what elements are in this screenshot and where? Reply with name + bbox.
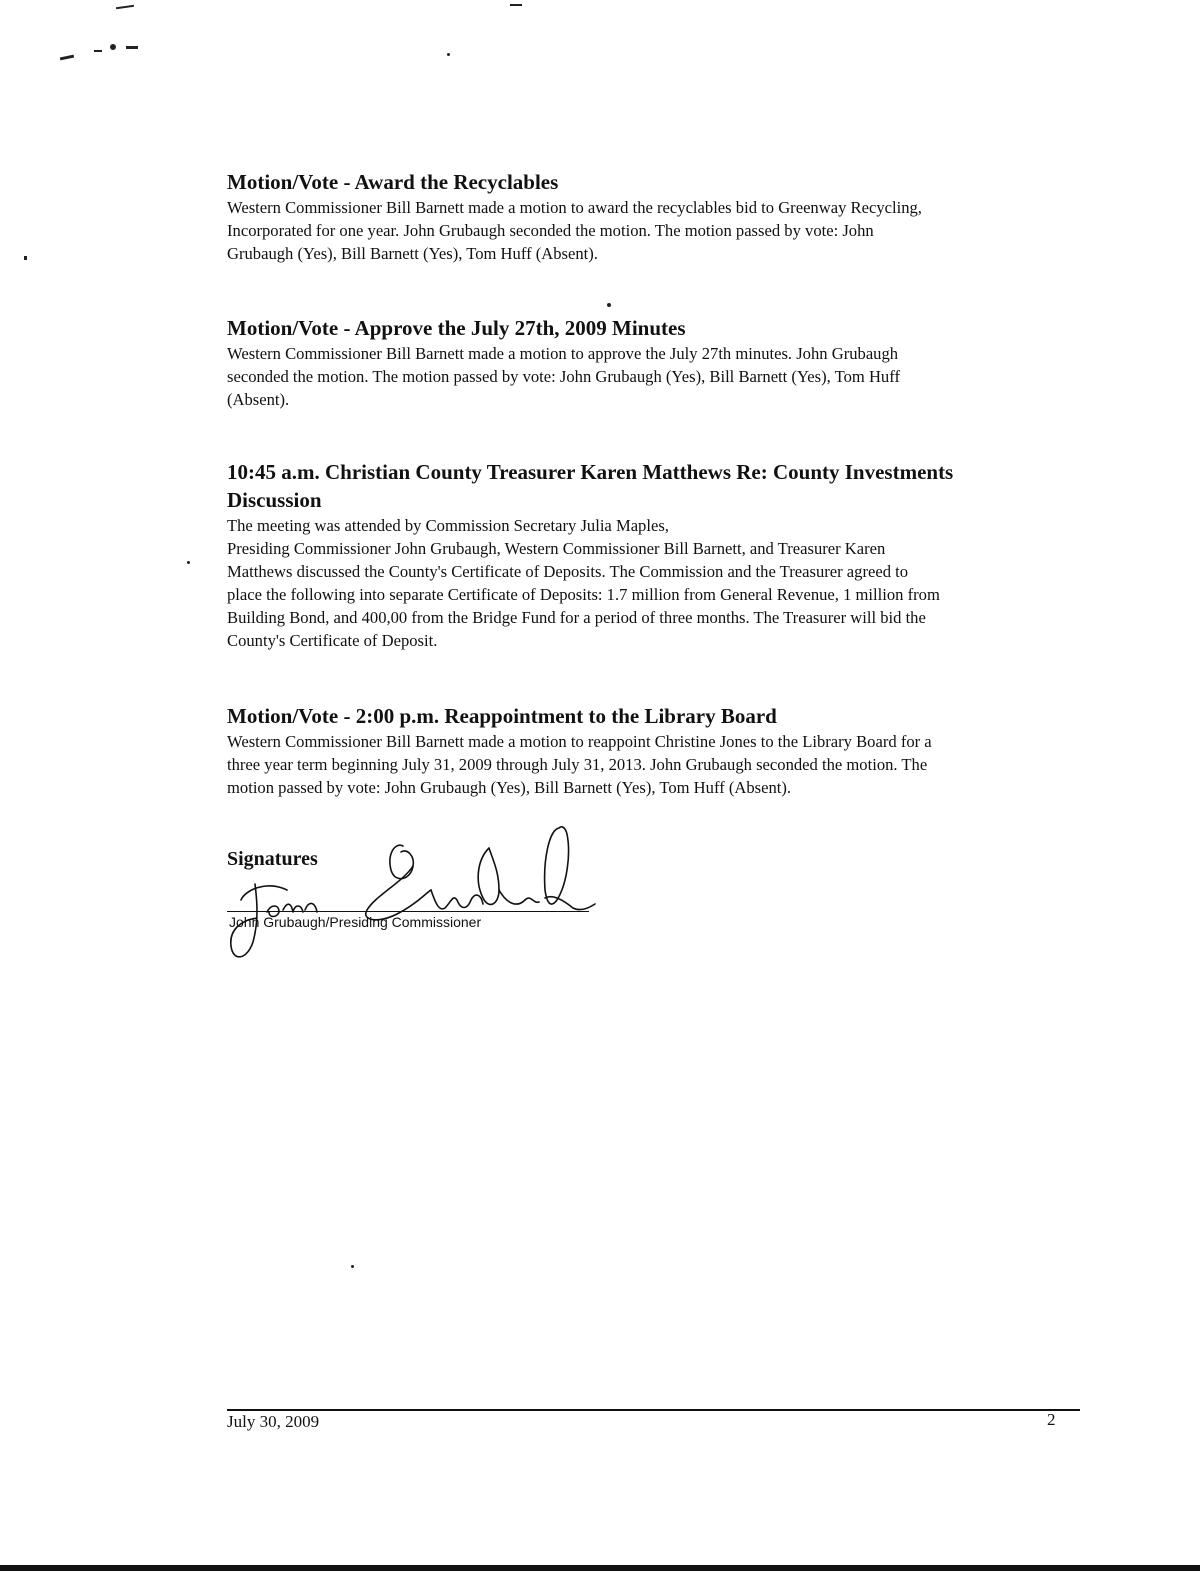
scan-bottom-edge <box>0 1565 1200 1571</box>
section-line: motion passed by vote: John Grubaugh (Yes), Bill Barnett (Yes), Tom Huff (Absent). <box>227 778 792 797</box>
scan-speck <box>126 46 138 49</box>
section-county-investments <box>227 458 1087 652</box>
scan-speck <box>94 50 102 52</box>
section-heading: Motion/Vote - Approve the July 27th, 2009 Minutes <box>227 316 686 340</box>
section-library-board <box>227 702 1087 799</box>
section-line: place the following into separate Certificate of Deposits: 1.7 million from General Revenue, 1 million from <box>227 585 940 604</box>
section-line: Western Commissioner Bill Barnett made a motion to approve the July 27th minutes. John Grubaugh <box>227 344 899 363</box>
signature-caption: John Grubaugh/Presiding Commissioner <box>229 914 482 930</box>
section-line: Matthews discussed the County's Certificate of Deposits. The Commission and the Treasurer agreed to <box>227 562 909 581</box>
section-line: The meeting was attended by Commission Secretary Julia Maples, <box>227 516 669 535</box>
section-line: Western Commissioner Bill Barnett made a motion to award the recyclables bid to Greenway Recycling, <box>227 198 922 217</box>
section-line: three year term beginning July 31, 2009 through July 31, 2013. John Grubaugh seconded the motion. The <box>227 755 928 774</box>
section-line: Grubaugh (Yes), Bill Barnett (Yes), Tom Huff (Absent). <box>227 244 598 263</box>
scan-speck <box>351 1265 354 1268</box>
scan-speck <box>510 4 522 6</box>
section-line: Building Bond, and 400,00 from the Bridge Fund for a period of three months. The Treasurer will bid the <box>227 608 926 627</box>
section-heading: Discussion <box>227 488 322 512</box>
handwritten-signature <box>227 820 647 970</box>
section-line: County's Certificate of Deposit. <box>227 631 438 650</box>
section-line: seconded the motion. The motion passed by vote: John Grubaugh (Yes), Bill Barnett (Yes), Tom Huff <box>227 367 900 386</box>
section-line: Western Commissioner Bill Barnett made a motion to reappoint Christine Jones to the Library Board for a <box>227 732 932 751</box>
section-heading: Motion/Vote - Award the Recyclables <box>227 170 559 194</box>
signatures-label: Signatures <box>227 848 318 870</box>
scan-speck <box>116 5 134 9</box>
section-heading: Motion/Vote - 2:00 p.m. Reappointment to the Library Board <box>227 704 777 728</box>
section-line: (Absent). <box>227 390 290 409</box>
section-award-recyclables <box>227 168 1087 265</box>
scan-speck <box>187 561 190 564</box>
section-line: Presiding Commissioner John Grubaugh, Western Commissioner Bill Barnett, and Treasurer Karen <box>227 539 886 558</box>
section-line: Incorporated for one year. John Grubaugh seconded the motion. The motion passed by vote: John <box>227 221 874 240</box>
section-approve-minutes <box>227 314 1087 411</box>
footer-rule <box>227 1409 1080 1411</box>
page-number: 2 <box>1047 1410 1056 1429</box>
footer-date: July 30, 2009 <box>227 1412 320 1431</box>
signature-block <box>227 820 647 970</box>
scan-speck <box>60 55 74 61</box>
scan-speck <box>110 44 116 50</box>
section-heading: 10:45 a.m. Christian County Treasurer Karen Matthews Re: County Investments <box>227 460 954 484</box>
scan-speck <box>447 53 450 56</box>
scan-speck <box>24 256 27 260</box>
scan-speck <box>607 303 611 307</box>
